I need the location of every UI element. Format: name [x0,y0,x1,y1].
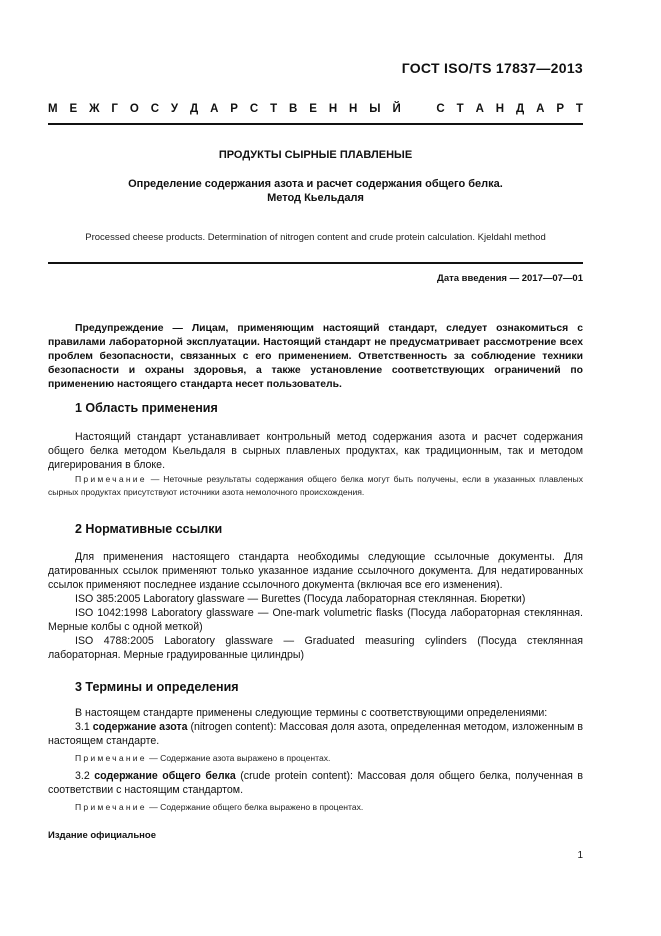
subtitle-line: Метод Кьельдаля [267,192,364,204]
banner-letter: Н [495,103,505,115]
section-1-note [48,473,583,499]
banner-letter: А [475,103,484,115]
banner-letter: Т [575,103,583,115]
banner-letter: Ы [369,103,381,115]
official-edition-label: Издание официальное [48,830,156,841]
banner-letter: Н [328,103,338,115]
banner-letter: Е [309,103,317,115]
section-1-heading: 1 Область применения [75,401,218,415]
top-divider [48,123,583,125]
standard-code: ГОСТ ISO/TS 17837—2013 [401,60,583,76]
banner-letter: Д [189,103,199,115]
section-2-text [48,550,583,662]
paragraph: Для применения настоящего стандарта необходимы следующие ссылочные документы. Для датированных ссылок применяют только указанное издание ссылочного документа. Для недатированных ссылок применяют последнее издание ссылочного документа (включая все его изменения). [48,551,583,591]
page-number: 1 [577,850,583,861]
note-label: Примечание [75,474,147,484]
banner-letter: С [150,103,159,115]
banner-letter: В [289,103,298,115]
section-3-text [48,706,583,748]
document-title: ПРОДУКТЫ СЫРНЫЕ ПЛАВЛЕНЫЕ [218,149,413,161]
paragraph: В настоящем стандарте применены следующие термины с соответствующими определениями: [75,707,548,719]
subtitle-line: Определение содержания азота и расчет содержания общего белка. [128,178,503,190]
banner-letter: Д [516,103,525,115]
banner-letter: Р [556,103,565,115]
banner-letter: Г [111,103,118,115]
banner-letter: Т [270,103,278,115]
banner-letter: Е [69,103,78,115]
document-subtitle [48,177,583,205]
note-text: — Содержание общего белка выражено в процентах. [146,802,364,812]
term-number: 3.2 [75,770,95,782]
banner-letter: М [48,103,58,115]
banner-letter: Й [392,103,401,115]
english-title: Processed cheese products. Determination of nitrogen content and crude protein calculation. Kjeldahl method [85,232,546,243]
title-divider [48,262,583,264]
warning-paragraph: Предупреждение — Лицам, применяющим настоящий стандарт, следует ознакомиться с правилами лабораторной эксплуатации. Настоящий стандарт не предусматривает рассмотрение всех проблем безопасности, связанных с его применением. Ответственность за соблюдение техники безопасности и охраны здоровья, а также установление соответствующих ограничений по применению настоящего стандарта несет пользователь. [48,323,583,390]
section-1-text [48,430,583,472]
banner-letter: Н [349,103,358,115]
standard-type-banner [48,103,583,115]
reference-item: ISO 1042:1998 Laboratory glassware — One-mark volumetric flasks (Посуда лабораторная стеклянная. Мерные колбы с одной меткой) [48,607,583,633]
note-label: Примечание [75,753,147,763]
term-name: содержание общего белка [94,770,236,782]
banner-letter: С [249,103,259,115]
section-3-heading: 3 Термины и определения [75,680,239,694]
note-text: — Содержание азота выражено в процентах. [146,753,331,763]
term-3-2-note [48,801,583,814]
introduction-date: Дата введения — 2017—07—01 [437,273,583,284]
paragraph: Настоящий стандарт устанавливает контрольный метод содержания азота и расчет содержания общего белка методом Кьельдаля в сырных плавленых продуктах, как традиционным, так и методом дигерирования в блоке. [48,431,583,471]
note-text: — Неточные результаты содержания общего белка могут быть получены, если в указанных плавленых сырных продуктах присутствуют источники азота немолочного происхождения. [48,474,583,497]
banner-letter: С [436,103,445,115]
banner-letter: У [170,103,179,115]
term-definition: (crude protein content): Массовая доля общего белка, полученная в соответствии с настоящим стандартом. [48,770,583,796]
term-3-1-note [48,752,583,765]
banner-letter: Ж [89,103,100,115]
term-3-2 [48,769,583,797]
banner-letter: О [129,103,139,115]
banner-letter: А [536,103,545,115]
term-name: содержание азота [92,721,188,733]
banner-letter: Р [230,103,238,115]
banner-letter: Т [456,103,464,115]
section-2-heading: 2 Нормативные ссылки [75,522,223,536]
banner-letter: А [210,103,219,115]
term-3-1 [48,720,583,748]
reference-item: ISO 385:2005 Laboratory glassware — Burettes (Посуда лабораторная стеклянная. Бюретки) [75,593,526,605]
term-definition: (nitrogen content): Массовая доля азота, определенная методом, изложенным в настоящем стандарте. [48,721,583,747]
note-label: Примечание [75,802,147,812]
reference-item: ISO 4788:2005 Laboratory glassware — Graduated measuring cylinders (Посуда стеклянная лабораторная. Мерные градуированные цилиндры) [48,635,583,661]
term-number: 3.1 [75,721,93,733]
